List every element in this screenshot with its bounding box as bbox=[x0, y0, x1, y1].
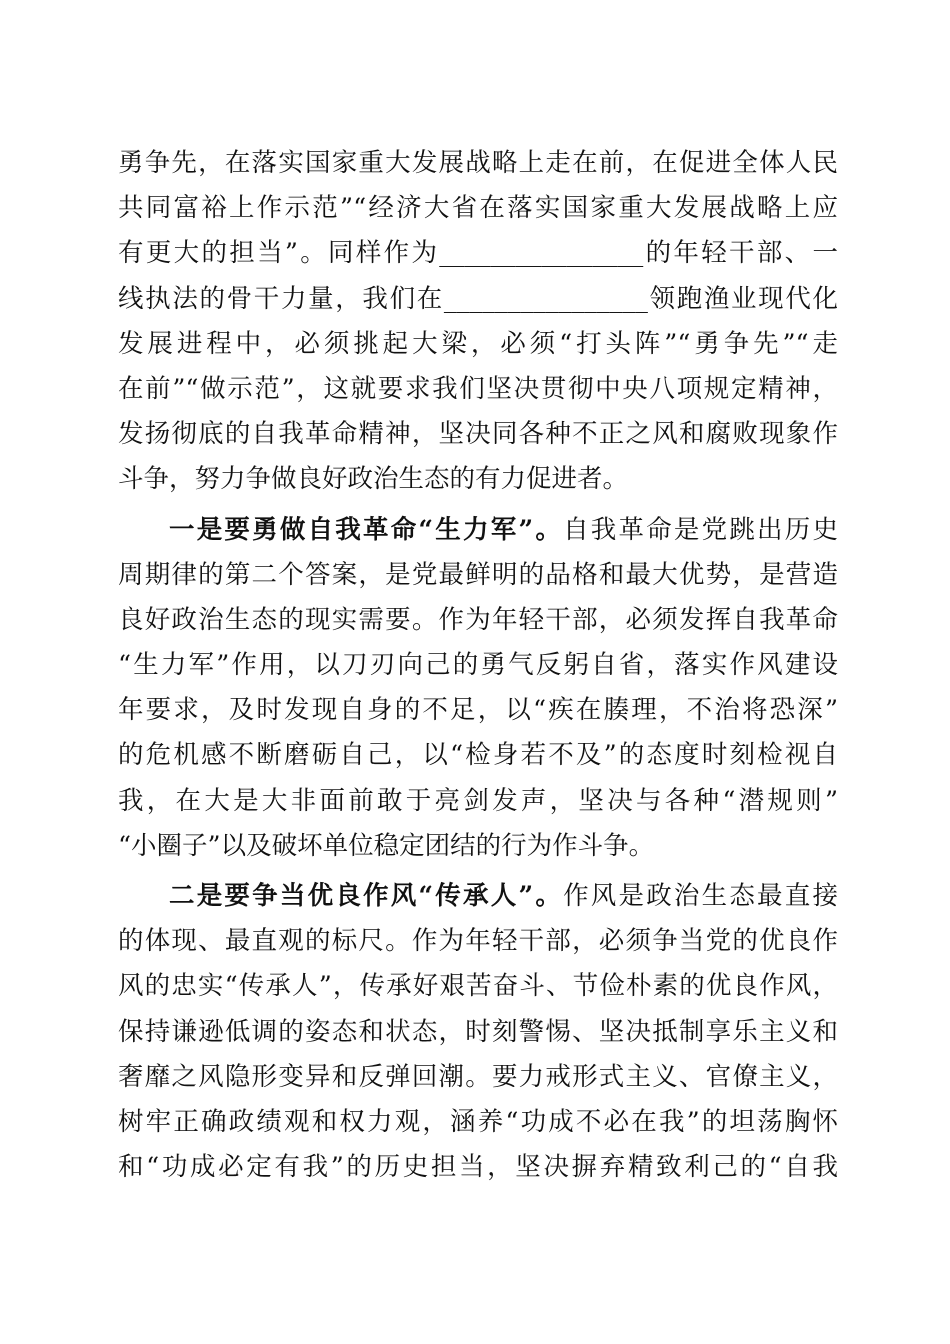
paragraph-self-revolution bbox=[118, 508, 838, 870]
text-line: “生力军”作用，以刀刃向己的勇气反躬自省，落实作风建设 bbox=[118, 650, 838, 681]
text-line: 发扬彻底的自我革命精神，坚决同各种不正之风和腐败现象作 bbox=[118, 419, 838, 450]
text-line: 年要求，及时发现自身的不足，以“疾在腠理，不治将恐深” bbox=[118, 695, 838, 726]
text-line: 良好政治生态的现实需要。作为年轻干部，必须发挥自我革命 bbox=[118, 604, 838, 635]
text-line: 我，在大是大非面前敢于亮剑发声，坚决与各种“潜规则” bbox=[118, 785, 838, 816]
paragraph-heading: 一是要勇做自我革命“生力军”。 bbox=[169, 514, 564, 545]
text-line: 风的忠实“传承人”，传承好艰苦奋斗、节俭朴素的优良作风， bbox=[118, 971, 838, 1002]
text-line: 和“功成必定有我”的历史担当，坚决摒弃精致利己的“自我 bbox=[118, 1152, 838, 1183]
text-run: 自我革命是党跳出历史 bbox=[563, 514, 838, 545]
text-line: 斗争，努力争做良好政治生态的有力促进者。 bbox=[118, 464, 629, 495]
text-line: 发展进程中，必须挑起大梁，必须“打头阵”“勇争先”“走 bbox=[118, 328, 838, 359]
paragraph-heading: 二是要争当优良作风“传承人”。 bbox=[169, 881, 564, 911]
text-line: 勇争先，在落实国家重大发展战略上走在前，在促进全体人民 bbox=[118, 148, 838, 178]
text-line: 保持谦逊低调的姿态和状态，时刻警惕、坚决抵制享乐主义和 bbox=[118, 1016, 838, 1047]
text-line: 树牢正确政绩观和权力观，涵养“功成不必在我”的坦荡胸怀 bbox=[118, 1106, 838, 1137]
text-line bbox=[118, 508, 838, 553]
text-line: 共同富裕上作示范”“经济大省在落实国家重大发展战略上应 bbox=[118, 193, 838, 224]
text-line: 的危机感不断磨砺自己，以“检身若不及”的态度时刻检视自 bbox=[118, 740, 838, 771]
paragraph-fine-style bbox=[118, 874, 838, 1190]
text-run: 作风是政治生态最直接 bbox=[563, 881, 838, 911]
text-line: 线执法的骨干力量，我们在________________领跑渔业现代化 bbox=[118, 283, 838, 314]
text-line: 奢靡之风隐形变异和反弹回潮。要力戒形式主义、官僚主义， bbox=[118, 1061, 838, 1092]
text-line: 在前”“做示范”，这就要求我们坚决贯彻中央八项规定精神， bbox=[118, 373, 838, 404]
text-line bbox=[118, 874, 838, 919]
paragraph-intro bbox=[118, 141, 838, 503]
document-body bbox=[118, 141, 838, 1190]
text-line: 有更大的担当”。同样作为________________的年轻干部、一 bbox=[118, 238, 838, 269]
text-line: “小圈子”以及破坏单位稳定团结的行为作斗争。 bbox=[118, 830, 655, 861]
text-line: 周期律的第二个答案，是党最鲜明的品格和最大优势，是营造 bbox=[118, 559, 838, 590]
text-line: 的体现、最直观的标尺。作为年轻干部，必须争当党的优良作 bbox=[118, 926, 838, 957]
